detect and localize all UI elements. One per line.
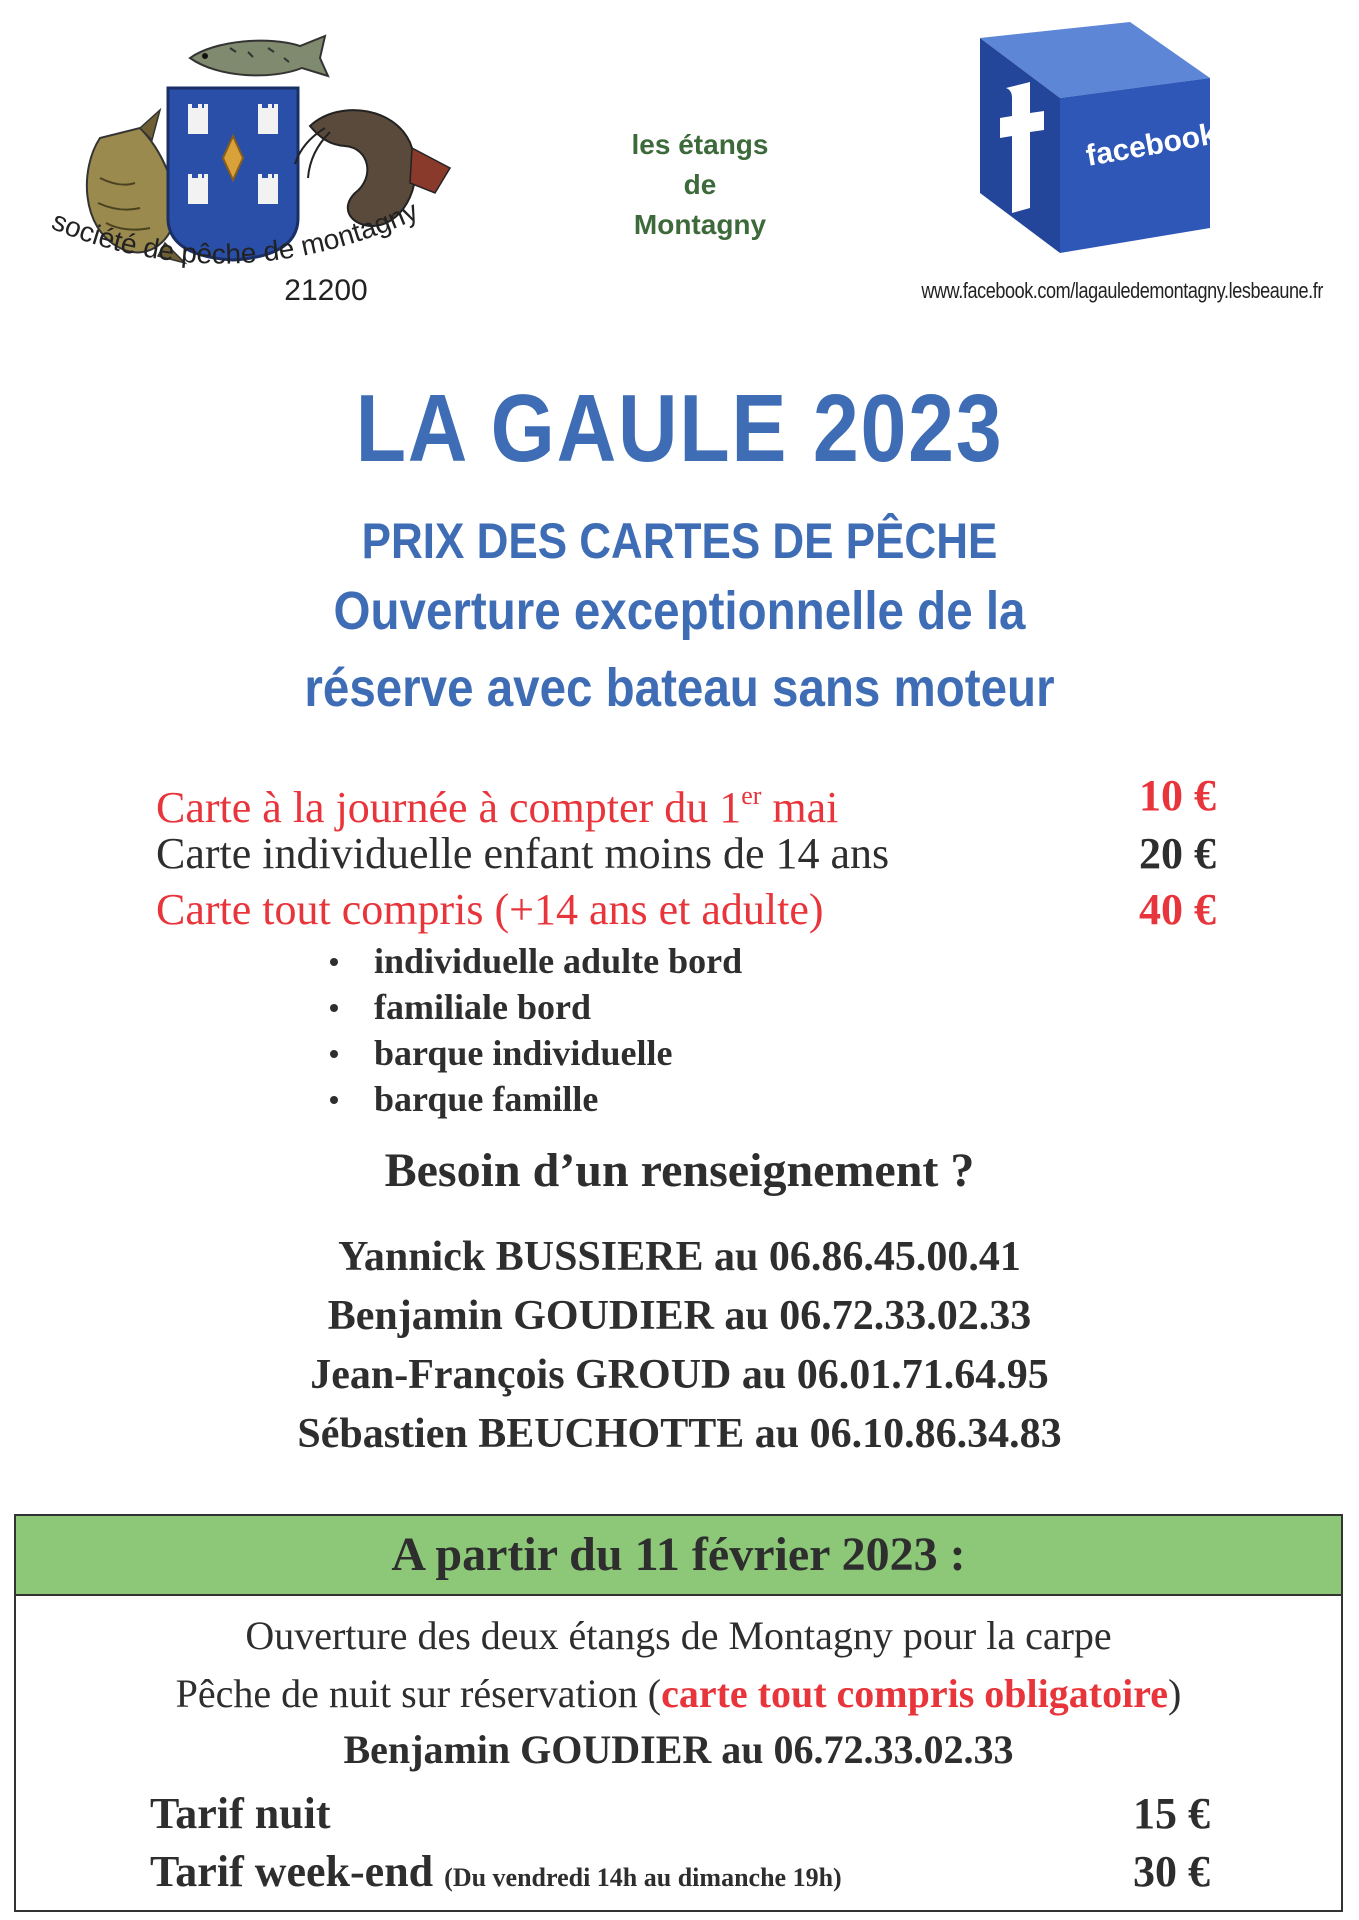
price-row-child-card <box>156 825 1216 883</box>
price-label: Carte tout compris (+14 ans et adulte) <box>156 885 824 934</box>
etangs-title <box>585 125 815 245</box>
required-card-note: carte tout compris obligatoire <box>661 1671 1168 1716</box>
price-row-all-inclusive <box>156 881 1216 939</box>
info-question: Besoin d’un renseignement ? <box>384 1144 975 1197</box>
tarif-night-row <box>150 1786 1210 1842</box>
trout-icon <box>190 36 328 76</box>
box-line-opening: Ouverture des deux étangs de Montagny pour la carpe <box>245 1613 1112 1658</box>
tarif-label: Tarif nuit <box>150 1789 331 1838</box>
list-item: familiale bord <box>330 984 930 1030</box>
list-item: individuelle adulte bord <box>330 938 930 984</box>
etangs-line-2: de <box>683 169 717 200</box>
tarif-weekend-row <box>150 1844 1210 1900</box>
main-title: LA GAULE 2023 <box>355 375 1004 482</box>
facebook-cube-icon <box>960 18 1220 268</box>
price-value: 20 € <box>1139 829 1216 878</box>
tarif-value: 30 € <box>1133 1847 1210 1896</box>
box-header: A partir du 11 février 2023 : <box>16 1516 1341 1596</box>
subtitle-prices: PRIX DES CARTES DE PÊCHE <box>361 513 998 569</box>
price-label: Carte individuelle enfant moins de 14 ans <box>156 829 890 878</box>
list-item: barque individuelle <box>330 1030 930 1076</box>
box-line-contact: Benjamin GOUDIER au 06.72.33.02.33 <box>343 1727 1014 1772</box>
box-line-night-fishing: Pêche de nuit sur réservation (carte tout compris obligatoire) <box>175 1671 1182 1716</box>
contact-line: Jean-François GROUD au 06.01.71.64.95 <box>310 1352 1049 1398</box>
subtitle-opening-1: Ouverture exceptionnelle de la <box>333 581 1026 641</box>
list-item: barque famille <box>330 1076 930 1122</box>
carp-opening-box <box>14 1514 1343 1912</box>
facebook-url[interactable]: www.facebook.com/lagauledemontagny.lesbeaune.fr <box>921 278 1323 303</box>
price-row-day-card <box>156 767 1216 832</box>
price-value: 40 € <box>1139 885 1216 934</box>
all-inclusive-options-list <box>330 938 930 1122</box>
price-value: 10 € <box>1139 771 1216 820</box>
tarif-label: Tarif week-end (Du vendredi 14h au dimanche 19h) <box>150 1847 842 1896</box>
catfish-icon <box>295 110 450 226</box>
society-name-text: société de pêche de montagny <box>47 194 423 270</box>
contacts-list <box>0 1228 1359 1464</box>
coat-of-arms-icon <box>168 88 298 260</box>
zip-code: 21200 <box>284 274 368 307</box>
contact-line: Benjamin GOUDIER au 06.72.33.02.33 <box>327 1293 1032 1339</box>
price-label: Carte à la journée à compter du 1er mai <box>156 781 839 832</box>
facebook-badge: facebook <box>1083 117 1219 173</box>
society-logo <box>40 18 560 338</box>
contact-line: Yannick BUSSIERE au 06.86.45.00.41 <box>338 1234 1021 1280</box>
tarif-value: 15 € <box>1133 1789 1210 1838</box>
etangs-line-1: les étangs <box>631 129 769 160</box>
subtitle-opening-2: réserve avec bateau sans moteur <box>304 658 1055 718</box>
tarif-note: (Du vendredi 14h au dimanche 19h) <box>444 1863 842 1892</box>
etangs-line-3: Montagny <box>633 209 767 240</box>
contact-line: Sébastien BEUCHOTTE au 06.10.86.34.83 <box>297 1411 1062 1457</box>
